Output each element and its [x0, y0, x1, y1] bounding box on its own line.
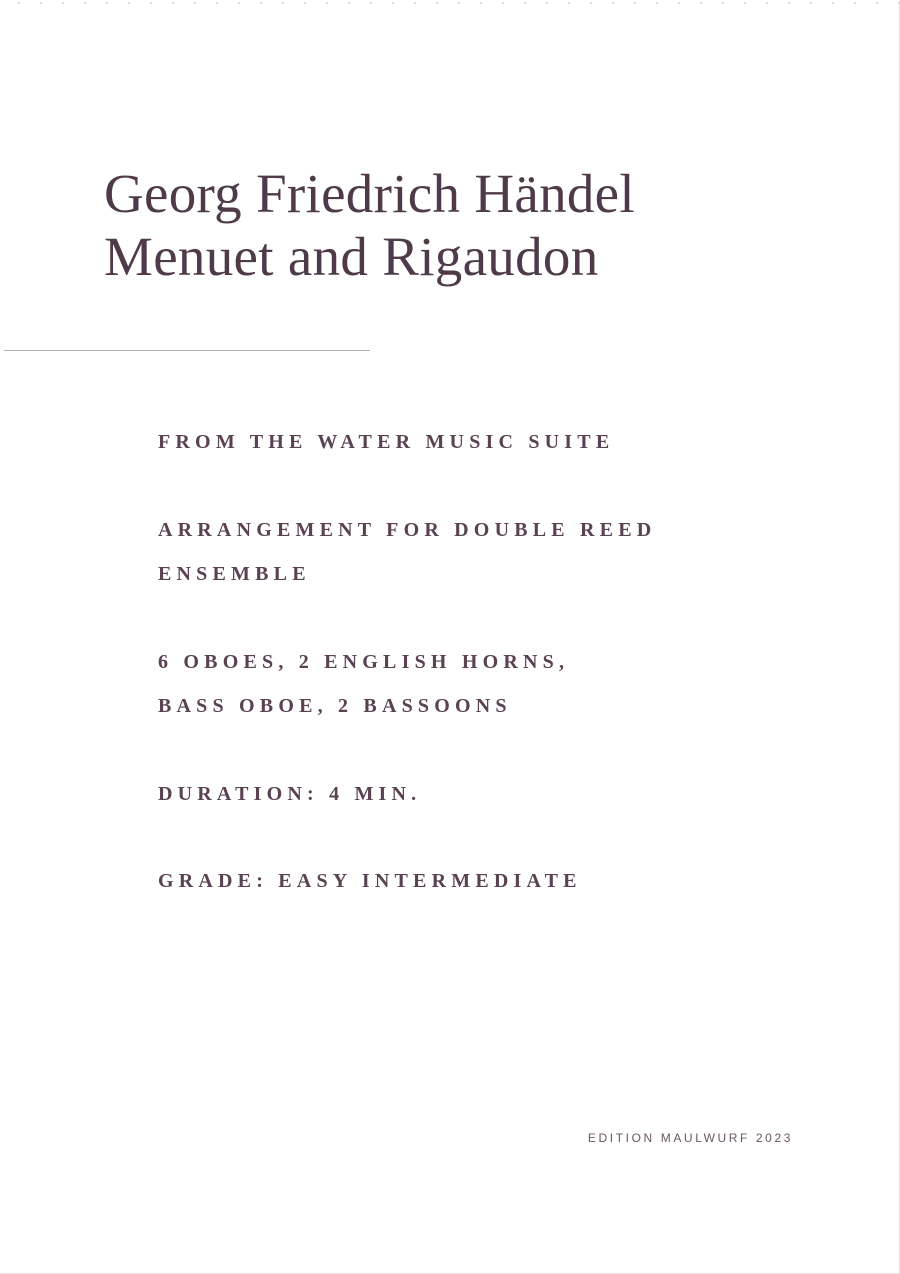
- title-divider: [4, 350, 370, 351]
- instrumentation-line-2: BASS OBOE, 2 BASSOONS: [158, 695, 512, 717]
- grade-line: [158, 859, 582, 903]
- grade-text: GRADE: EASY INTERMEDIATE: [158, 870, 582, 892]
- page-top-edge: [0, 0, 900, 6]
- work-title: Menuet and Rigaudon: [104, 226, 599, 287]
- arrangement-line-1: ARRANGEMENT FOR DOUBLE REED: [158, 519, 657, 541]
- composer-name: Georg Friedrich Händel: [104, 163, 635, 224]
- publisher-imprint: EDITION MAULWURF 2023: [587, 1131, 793, 1145]
- duration-text: DURATION: 4 MIN.: [158, 783, 422, 805]
- source-line: [158, 420, 614, 464]
- instrumentation-line-1: 6 OBOES, 2 ENGLISH HORNS,: [158, 651, 570, 673]
- arrangement-line-2: ENSEMBLE: [158, 563, 311, 585]
- source-text: FROM THE WATER MUSIC SUITE: [158, 431, 615, 453]
- title-block: [104, 162, 635, 288]
- arrangement-block: [158, 508, 656, 596]
- duration-line: [158, 772, 421, 816]
- instrumentation-block: [158, 640, 569, 728]
